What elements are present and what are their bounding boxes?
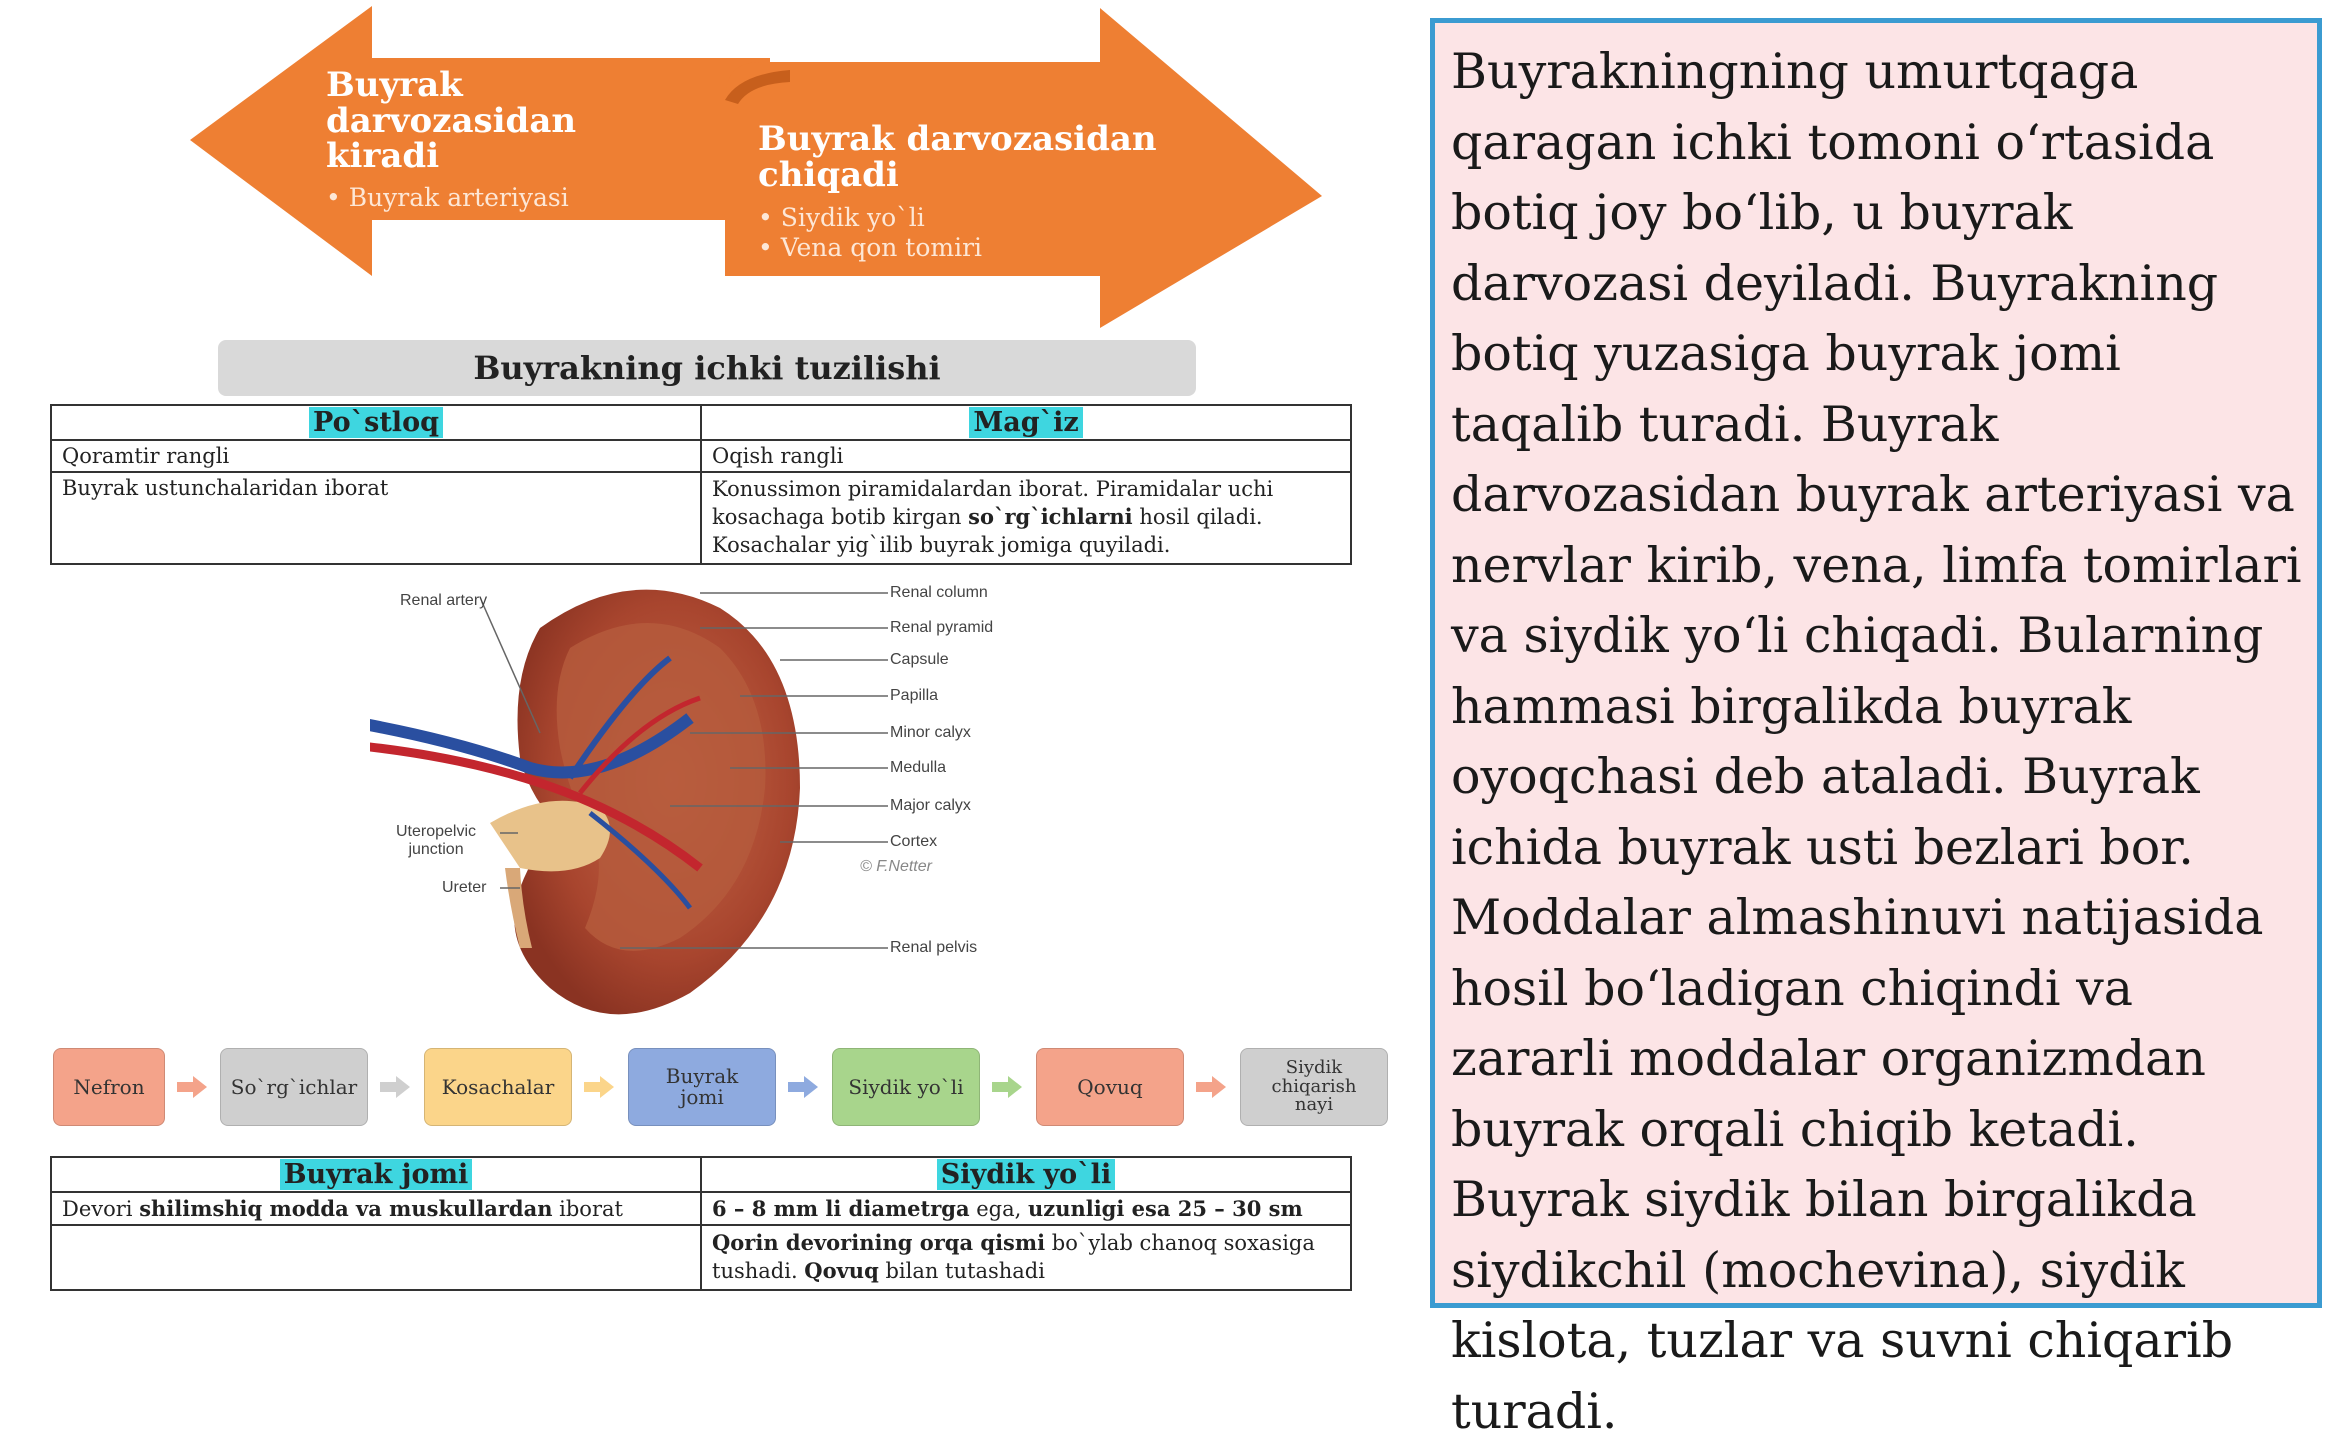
label-papilla: Papilla	[890, 687, 939, 704]
flow-arrow-4	[788, 1076, 818, 1098]
label-renal-pelvis: Renal pelvis	[890, 939, 978, 956]
flow-kosachalar: Kosachalar	[424, 1048, 572, 1126]
ureter-path: Qorin devorining orqa qismi bo`ylab chanoq soxasiga tushadi. Qovuq bilan tutashadi	[701, 1225, 1351, 1290]
ureter-size: 6 – 8 mm li diametrga ega, uzunligi esa 25 – 30 sm	[701, 1192, 1351, 1225]
medulla-structure: Konussimon piramidalardan iborat. Piramidalar uchi kosachaga botib kirgan so`rg`ichlarni hosil qiladi. Kosachalar yig`ilib buyrak jomiga quyiladi.	[701, 472, 1351, 564]
label-medulla: Medulla	[890, 759, 947, 776]
left-arrow-title: Buyrak darvozasidan kiradi	[326, 65, 577, 177]
pelvis-empty-cell	[51, 1225, 701, 1290]
flow-siydik-yoli: Siydik yo`li	[832, 1048, 980, 1126]
cortex-structure: Buyrak ustunchalaridan iborat	[51, 472, 701, 564]
label-minor-calyx: Minor calyx	[890, 724, 971, 741]
structure-table	[50, 404, 1352, 565]
renal-pelvis-shape	[490, 801, 610, 872]
flow-nefron: Nefron	[53, 1048, 165, 1126]
label-renal-artery: Renal artery	[400, 592, 488, 609]
label-renal-column: Renal column	[890, 584, 988, 601]
label-capsule: Capsule	[890, 651, 949, 668]
flow-arrow-3	[584, 1076, 614, 1098]
flow-arrow-1	[177, 1076, 207, 1098]
header-medulla: Mag`iz	[701, 405, 1351, 440]
kidney-illustration	[370, 568, 1070, 1018]
entry-exit-arrows	[0, 0, 1400, 340]
cortex-color: Qoramtir rangli	[51, 440, 701, 472]
header-cortex: Po`stloq	[51, 405, 701, 440]
label-uteropelvic-junction: Uteropelvic junction	[396, 823, 477, 858]
section-title: Buyrakning ichki tuzilishi	[218, 340, 1196, 396]
arrows-graphic	[0, 0, 1400, 340]
pelvis-wall: Devori shilimshiq modda va muskullardan iborat	[51, 1192, 701, 1225]
label-major-calyx: Major calyx	[890, 797, 971, 814]
label-cortex: Cortex	[890, 833, 938, 850]
header-buyrak-jomi: Buyrak jomi	[51, 1157, 701, 1192]
flow-arrow-2	[380, 1076, 410, 1098]
description-panel	[1430, 18, 2322, 1440]
illustrator-signature: © F.Netter	[860, 858, 932, 875]
medulla-color: Oqish rangli	[701, 440, 1351, 472]
flow-siydik-chiqarish-nayi: Siydik chiqarish nayi	[1240, 1048, 1388, 1126]
flow-arrow-5	[992, 1076, 1022, 1098]
right-arrow-item-1: • Siydik yo`li	[758, 203, 925, 232]
right-arrow-title: Buyrak darvozasidan chiqadi	[758, 119, 1157, 195]
flow-buyrak-jomi: Buyrak jomi	[628, 1048, 776, 1126]
label-ureter: Ureter	[442, 879, 487, 896]
header-siydik-yoli: Siydik yo`li	[701, 1157, 1351, 1192]
left-arrow-item: • Buyrak arteriyasi	[326, 183, 569, 212]
label-renal-pyramid: Renal pyramid	[890, 619, 994, 636]
flow-sorgichlar: So`rg`ichlar	[220, 1048, 368, 1126]
description-text: Buyrakningning umurtqaga qaragan ichki tomoni o‘rtasida botiq joy bo‘lib, u buyrak darvozasi deyiladi. Buyrakning botiq yuzasiga buyrak jomi taqalib turadi. Buyrak darvozasidan buyrak arteriyasi va nervlar kirib, vena, limfa tomirlari va siydik yo‘li chiqadi. Bularning hammasi birgalikda buyrak oyoqchasi deb ataladi. Buyrak ichida buyrak usti bezlari bor. Moddalar almashinuvi natijasida hosil bo‘ladigan chiqindi va zararli moddalar organizmdan buyrak orqali chiqib ketadi. Buyrak siydik bilan birgalikda siydikchil (mochevina), siydik kislota, tuzlar va suvni chiqarib turadi.	[1451, 43, 2302, 1440]
flow-qovuq: Qovuq	[1036, 1048, 1184, 1126]
pelvis-ureter-table	[50, 1156, 1352, 1291]
right-arrow-item-2: • Vena qon tomiri	[758, 233, 983, 262]
flow-arrow-6	[1196, 1076, 1226, 1098]
